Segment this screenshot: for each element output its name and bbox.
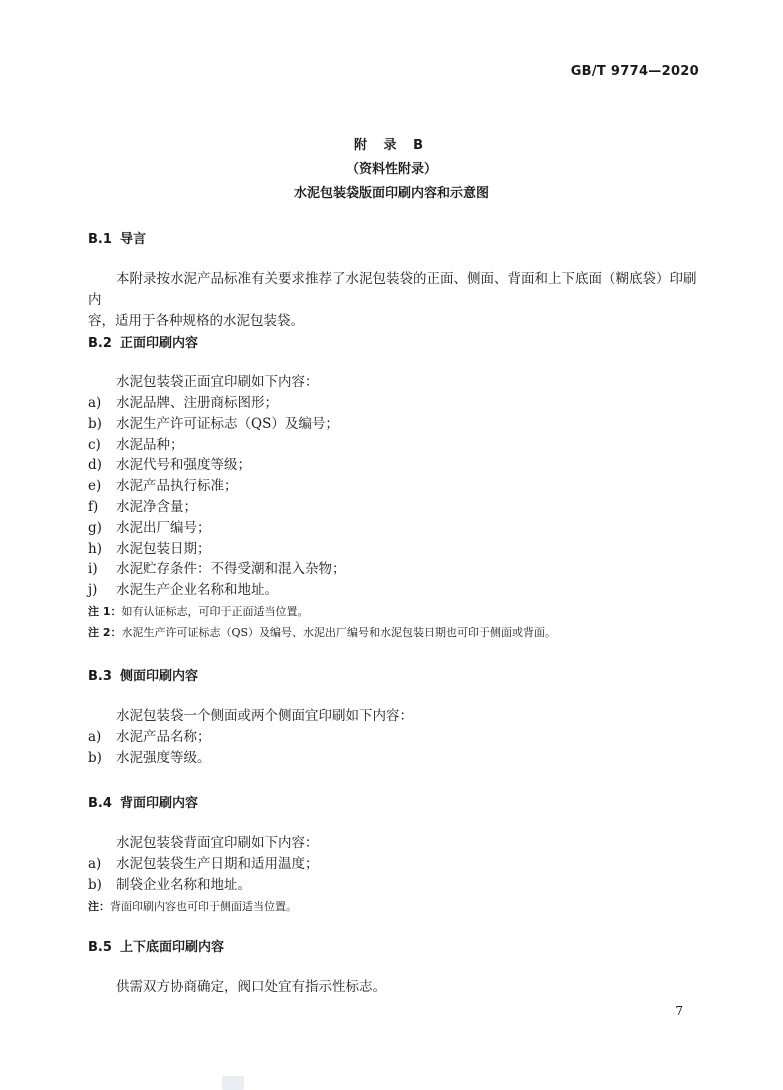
list-item bbox=[88, 497, 708, 518]
appendix-type: （资料性附录） bbox=[345, 162, 437, 177]
list-item-text: 水泥品牌、注册商标图形； bbox=[116, 395, 278, 411]
list-item bbox=[88, 414, 708, 435]
list-item-marker: a) bbox=[88, 856, 102, 872]
item-list bbox=[88, 727, 708, 769]
list-item-text: 水泥生产许可证标志（QS）及编号； bbox=[116, 415, 339, 432]
note-text: 水泥生产许可证标志（QS）及编号、水泥出厂编号和水泥包装日期也可印于侧面或背面。 bbox=[121, 625, 557, 639]
note-text: 如有认证标志，可印于正面适当位置。 bbox=[121, 604, 309, 618]
list-item-text: 水泥产品名称； bbox=[116, 729, 211, 745]
list-item-text: 水泥包装袋生产日期和适用温度； bbox=[116, 856, 319, 872]
list-item-text: 水泥包装日期； bbox=[116, 540, 211, 557]
list-item-marker: d) bbox=[88, 457, 102, 474]
list-item-marker: b) bbox=[88, 876, 102, 893]
section-heading bbox=[88, 229, 708, 251]
section-heading bbox=[88, 666, 708, 688]
list-item-text: 水泥强度等级。 bbox=[116, 749, 211, 766]
list-item bbox=[88, 476, 708, 497]
list-item-marker: b) bbox=[88, 749, 102, 766]
list-item bbox=[88, 455, 708, 476]
section-heading bbox=[88, 333, 708, 355]
lead-text: 水泥包装袋正面宜印刷如下内容： bbox=[116, 374, 319, 390]
page-number: 7 bbox=[675, 1004, 683, 1018]
watermark-mark bbox=[222, 1076, 244, 1090]
lead-text: 水泥包装袋背面宜印刷如下内容： bbox=[116, 835, 319, 851]
appendix-title: 附 录 B bbox=[354, 138, 429, 153]
paragraph: 本附录按水泥产品标准有关要求推荐了水泥包装袋的正面、侧面、背面和上下底面（糊底袋）印刷内 bbox=[88, 271, 697, 308]
note bbox=[88, 896, 708, 917]
list-item bbox=[88, 393, 708, 414]
section-number: B.3 bbox=[88, 669, 112, 684]
list-item bbox=[88, 854, 708, 875]
section-b5 bbox=[88, 937, 708, 998]
standard-id: GB/T 9774—2020 bbox=[570, 64, 699, 79]
section-title: 侧面印刷内容 bbox=[120, 669, 199, 684]
list-item-text: 水泥贮存条件：不得受潮和混入杂物； bbox=[116, 561, 346, 578]
item-list bbox=[88, 854, 708, 896]
section-b4 bbox=[88, 793, 708, 917]
section-heading bbox=[88, 793, 708, 815]
note-label: 注： bbox=[88, 899, 110, 913]
list-item-marker: b) bbox=[88, 415, 102, 432]
section-title: 导言 bbox=[120, 232, 147, 247]
list-item-marker: a) bbox=[88, 395, 102, 411]
list-item bbox=[88, 559, 708, 580]
list-item bbox=[88, 435, 708, 456]
list-item-marker: c) bbox=[88, 436, 101, 453]
list-item bbox=[88, 875, 708, 896]
list-item-marker: e) bbox=[88, 478, 102, 495]
section-b3 bbox=[88, 666, 708, 769]
list-item-text: 水泥产品执行标准； bbox=[116, 478, 238, 495]
list-item-text: 水泥净含量； bbox=[116, 498, 197, 515]
list-item-marker: j) bbox=[88, 582, 98, 599]
section-number: B.2 bbox=[88, 336, 112, 351]
lead-text: 水泥包装袋一个侧面或两个侧面宜印刷如下内容： bbox=[116, 708, 413, 724]
list-item-marker: f) bbox=[88, 498, 99, 515]
list-item bbox=[88, 539, 708, 560]
section-title: 正面印刷内容 bbox=[120, 336, 199, 351]
list-item-text: 水泥出厂编号； bbox=[116, 519, 211, 536]
note bbox=[88, 622, 708, 643]
note-label: 注 1： bbox=[88, 604, 122, 618]
appendix-title-block bbox=[0, 134, 783, 206]
list-item-marker: i) bbox=[88, 561, 98, 578]
section-b1 bbox=[88, 229, 708, 332]
paragraph: 容，适用于各种规格的水泥包装袋。 bbox=[88, 313, 304, 329]
list-item-text: 水泥生产企业名称和地址。 bbox=[116, 582, 278, 599]
section-b2 bbox=[88, 333, 708, 643]
item-list bbox=[88, 393, 708, 601]
section-title: 上下底面印刷内容 bbox=[120, 940, 225, 955]
section-number: B.4 bbox=[88, 796, 112, 811]
section-number: B.1 bbox=[88, 232, 112, 247]
list-item-marker: h) bbox=[88, 540, 102, 557]
list-item bbox=[88, 518, 708, 539]
list-item-text: 制袋企业名称和地址。 bbox=[116, 876, 251, 893]
list-item-text: 水泥品种； bbox=[116, 436, 184, 453]
appendix-subject: 水泥包装袋版面印刷内容和示意图 bbox=[293, 186, 489, 201]
list-item-marker: a) bbox=[88, 729, 102, 745]
section-number: B.5 bbox=[88, 940, 112, 955]
section-heading bbox=[88, 937, 708, 959]
list-item bbox=[88, 727, 708, 748]
section-title: 背面印刷内容 bbox=[120, 796, 199, 811]
note bbox=[88, 601, 708, 622]
lead-text: 供需双方协商确定，阀口处宜有指示性标志。 bbox=[116, 979, 386, 995]
list-item bbox=[88, 580, 708, 601]
list-item-text: 水泥代号和强度等级； bbox=[116, 457, 251, 474]
note-text: 背面印刷内容也可印于侧面适当位置。 bbox=[110, 899, 297, 913]
list-item bbox=[88, 748, 708, 769]
note-label: 注 2： bbox=[88, 625, 122, 639]
list-item-marker: g) bbox=[88, 519, 102, 536]
